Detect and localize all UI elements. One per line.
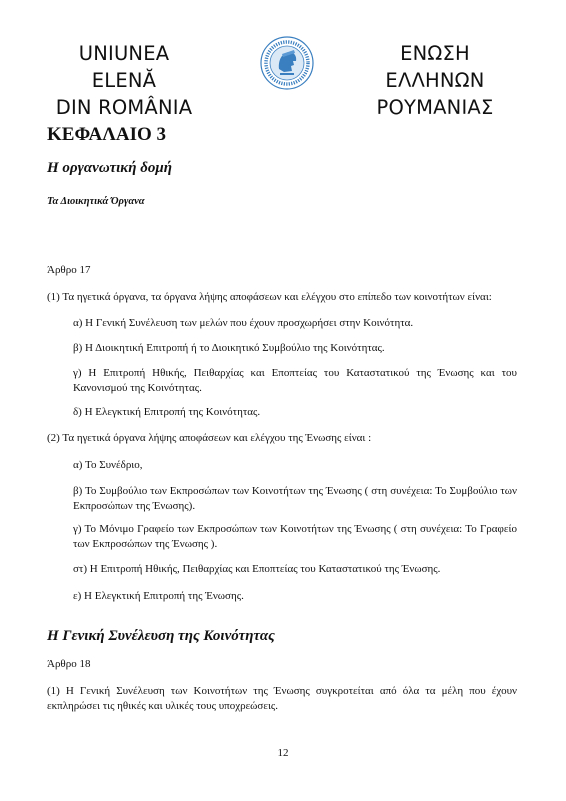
article-17-heading: Άρθρο 17: [47, 264, 91, 276]
header-left-line1: UNIUNEA ELENĂ: [78, 42, 170, 92]
header-right-title: [352, 40, 518, 121]
list-item-17-1-d: δ) Η Ελεγκτική Επιτροπή της Κοινότητας.: [73, 406, 261, 418]
article-18-heading: Άρθρο 18: [47, 658, 91, 670]
header-right-line2: ΡΟΥΜΑΝΙΑΣ: [376, 96, 494, 119]
paragraph-17-2: (2) Τα ηγετικά όργανα λήψης αποφάσεων και ελέγχου της Ένωσης είναι :: [47, 432, 372, 444]
subsection-heading-admin-bodies: Τα Διοικητικά Όργανα: [47, 196, 145, 207]
list-item-17-2-c: γ) Το Μόνιμο Γραφείο των Εκπροσώπων των Κοινοτήτων της Ένωσης ( στη συνέχεια: Το Γραφείο των Εκπροσώπων της Ένωσης ).: [73, 523, 517, 550]
header-left-line2: DIN ROMÂNIA: [55, 96, 193, 119]
header-left-title: [44, 40, 204, 121]
list-item-17-1-c: γ) Η Επιτροπή Ηθικής, Πειθαρχίας και Εποπτείας του Καταστατικού της Ένωσης και του Κανονισμού της Κοινότητας.: [73, 367, 517, 394]
list-item-17-2-e: ε) Η Ελεγκτική Επιτροπή της Ένωσης.: [73, 590, 244, 602]
list-item-17-2-a: α) Το Συνέδριο,: [73, 459, 143, 471]
chapter-heading: ΚΕΦΑΛΑΙΟ 3: [47, 124, 167, 145]
page-number: 12: [277, 747, 289, 759]
list-item-17-2-b: β) Το Συμβούλιο των Εκπροσώπων των Κοινοτήτων της Ένωσης ( στη συνέχεια: Το Συμβούλιο των Εκπροσώπων της Ένωσης).: [73, 485, 517, 512]
union-seal-icon: [260, 36, 314, 90]
list-item-17-1-a: α) Η Γενική Συνέλευση των μελών που έχουν προσχωρήσει στην Κοινότητα.: [73, 317, 414, 329]
paragraph-17-1: (1) Τα ηγετικά όργανα, τα όργανα λήψης αποφάσεων και ελέγχου στο επίπεδο των κοινοτήτων είναι:: [47, 291, 492, 303]
section-heading-general-assembly: Η Γενική Συνέλευση της Κοινότητας: [47, 628, 275, 644]
section-heading-structure: Η οργανωτική δομή: [47, 160, 172, 176]
paragraph-18-1: (1) Η Γενική Συνέλευση των Κοινοτήτων της Ένωσης συγκροτείται από όλα τα μέλη που έχουν εκπληρώσει τις ηθικές και υλικές τους υποχρεώσεις.: [47, 685, 517, 712]
header-right-line1: ΕΝΩΣΗ ΕΛΛΗΝΩΝ: [385, 42, 485, 92]
list-item-17-1-b: β) Η Διοικητική Επιτροπή ή το Διοικητικό Συμβούλιο της Κοινότητας.: [73, 342, 385, 354]
list-item-17-2-d: στ) Η Επιτροπή Ηθικής, Πειθαρχίας και Εποπτείας του Καταστατικού της Ένωσης.: [73, 563, 441, 575]
